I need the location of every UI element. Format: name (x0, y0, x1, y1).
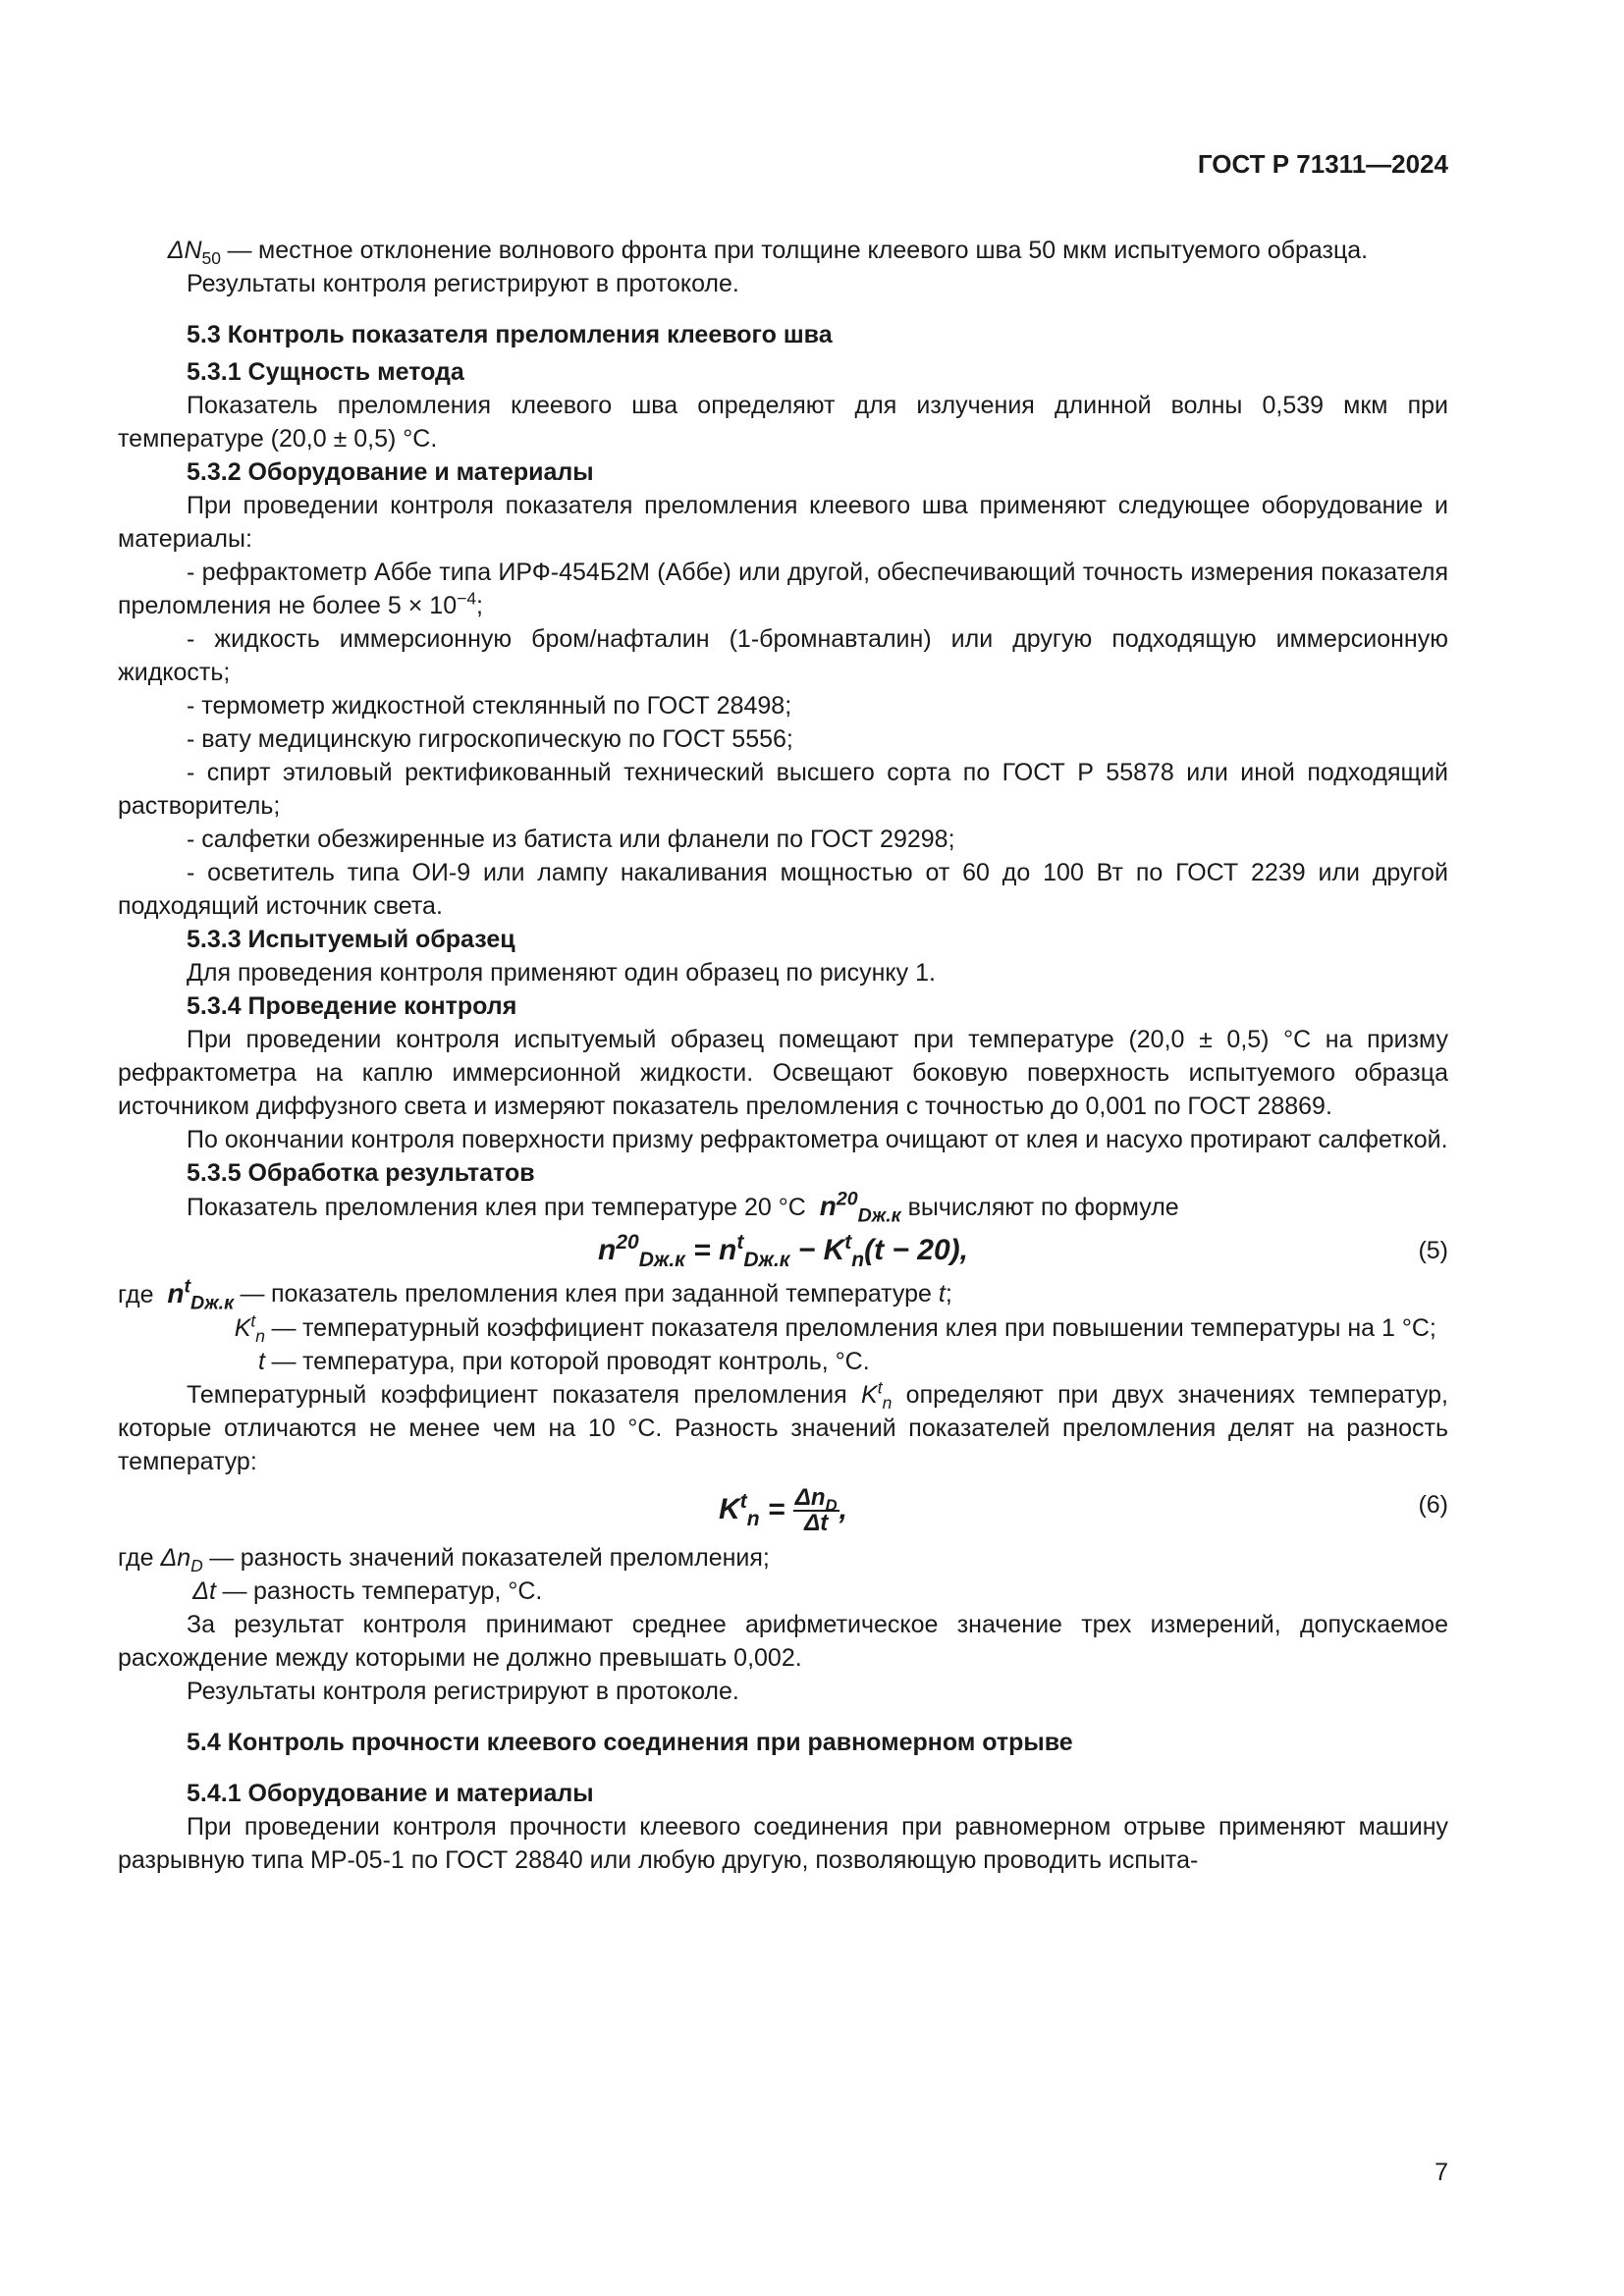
results-note-1: Результаты контроля регистрируют в протоколе. (187, 270, 739, 297)
definition-delta-t: Δt — разность температур, °С. (192, 1577, 543, 1605)
list-item-alcohol: - спирт этиловый ректификованный технический высшего сорта по ГОСТ Р 55878 или иной подходящий растворитель; (118, 759, 1448, 820)
definition-n-t: где $n^t_{Dж.к}$ — показатель преломления клея при заданной температуре t; (118, 1275, 952, 1314)
section-5-3-3-heading: 5.3.3 Испытуемый образец (187, 926, 515, 953)
list-item-immersion-liquid: - жидкость иммерсионную бром/нафталин (1-бромнавталин) или другую подходящую иммерсионную жидкость; (118, 625, 1448, 686)
paragraph-5-3-5: Показатель преломления клея при температуре 20 °С $n^{20}_{Dж.к}$ вычисляют по формуле (187, 1188, 1179, 1227)
definition-delta-n50: $\Delta N_{50}$ — местное отклонение волнового фронта при толщине клеевого шва 50 мкм испытуемого образца. (118, 234, 1448, 267)
formula-5-number: (5) (1418, 1237, 1448, 1264)
results-note-2: Результаты контроля регистрируют в протоколе. (187, 1678, 739, 1705)
formula-6-expression: $K^t_n$ = $\frac{\Delta n_D}{\Delta t}$ , (719, 1484, 847, 1537)
section-5-3-1-heading: 5.3.1 Сущность метода (187, 358, 464, 386)
document-id-header: ГОСТ Р 71311—2024 (1197, 149, 1448, 179)
formula-6 (118, 1482, 1448, 1537)
page-number: 7 (1435, 2159, 1448, 2186)
definition-t: t — температура, при которой проводят контроль, °С. (258, 1348, 870, 1375)
paragraph-mean-result: За результат контроля принимают среднее арифметическое значение трех измерений, допускаемое расхождение между которыми не должно превышать 0,002. (118, 1611, 1448, 1672)
paragraph-5-3-3: Для проведения контроля применяют один образец по рисунку 1. (187, 959, 936, 987)
list-item-refractometer: - рефрактометр Аббе типа ИРФ-454Б2М (Аббе) или другой, обеспечивающий точность измерения показателя преломления не более $5 \times 10^{-4}$; (118, 559, 1448, 619)
list-item-cotton: - вату медицинскую гигроскопическую по ГОСТ 5556; (187, 725, 793, 753)
section-5-3-heading: 5.3 Контроль показателя преломления клеевого шва (187, 321, 833, 348)
list-item-wipes: - салфетки обезжиренные из батиста или фланели по ГОСТ 29298; (187, 826, 955, 853)
document-page (118, 0, 1448, 2296)
symbol-n-20-dzhk: $n^{20}_{Dж.к}$ (819, 1188, 901, 1227)
paragraph-temperature-coefficient: Температурный коэффициент показателя преломления $K^t_n$ определяют при двух значениях температур, которые отличаются не менее чем на 10 °С. Разность значений показателей преломления делят на разность температур: (118, 1377, 1448, 1475)
definition-text: местное отклонение волнового фронта при толщине клеевого шва 50 мкм испытуемого образца. (258, 237, 1369, 264)
paragraph-5-3-4-b: По окончании контроля поверхности призму рефрактометра очищают от клея и насухо протирают салфеткой. (187, 1126, 1448, 1153)
definition-k-n-t: $K^t_n$ — температурный коэффициент показателя преломления клея при повышении температуры на 1 °С; (234, 1310, 1436, 1346)
section-5-3-2-heading: 5.3.2 Оборудование и материалы (187, 458, 594, 486)
document-body (118, 234, 1448, 1877)
list-item-thermometer: - термометр жидкостной стеклянный по ГОСТ 28498; (187, 692, 792, 720)
definition-symbol: $\Delta N_{50}$ (167, 237, 221, 268)
paragraph-5-3-2: При проведении контроля показателя преломления клеевого шва применяют следующее оборудование и материалы: (118, 492, 1448, 553)
formula-5 (118, 1228, 1448, 1273)
formula-6-number: (6) (1418, 1491, 1448, 1519)
paragraph-5-3-4-a: При проведении контроля испытуемый образец помещают при температуре (20,0 ± 0,5) °С на призму рефрактометра на каплю иммерсионной жидкости. Освещают боковую поверхность испытуемого образца источником диффузного света и измеряют показатель преломления с точностью до 0,001 по ГОСТ 28869. (118, 1026, 1448, 1120)
section-5-4-heading: 5.4 Контроль прочности клеевого соединения при равномерном отрыве (187, 1729, 1073, 1756)
list-item-illuminator: - осветитель типа ОИ-9 или лампу накаливания мощностью от 60 до 100 Вт по ГОСТ 2239 или другой подходящий источник света. (118, 859, 1448, 920)
section-5-4-1-heading: 5.4.1 Оборудование и материалы (187, 1780, 594, 1807)
formula-5-expression: $n^{20}_{Dж.к} = n^t_{Dж.к} - K^t_n(t - 20)$, (598, 1231, 968, 1271)
definition-delta-n-d: где $\Delta n_D$ — разность значений показателей преломления; (118, 1544, 770, 1575)
section-5-3-5-heading: 5.3.5 Обработка результатов (187, 1159, 535, 1187)
section-5-3-4-heading: 5.3.4 Проведение контроля (187, 992, 517, 1020)
paragraph-5-3-1: Показатель преломления клеевого шва определяют для излучения длинной волны 0,539 мкм при температуре (20,0 ± 0,5) °С. (118, 392, 1448, 453)
paragraph-5-4-1: При проведении контроля прочности клеевого соединения при равномерном отрыве применяют машину разрывную типа МР-05-1 по ГОСТ 28840 или любую другую, позволяющую проводить испыта- (118, 1813, 1448, 1874)
